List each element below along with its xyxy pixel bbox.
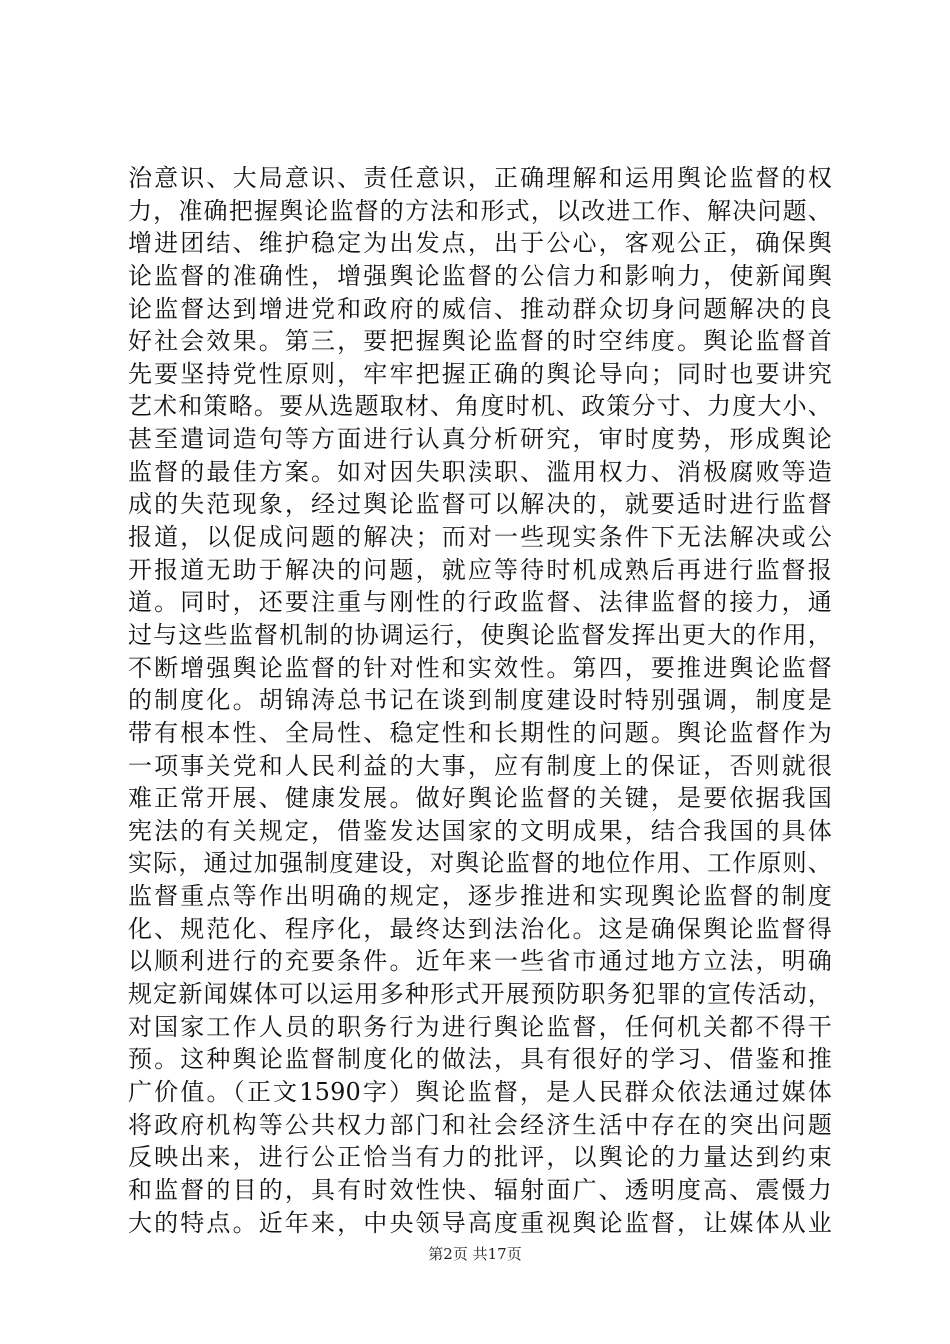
text-line: 将政府机构等公共权力部门和社会经济生活中存在的突出问题 (128, 1110, 832, 1139)
text-line: 好社会效果。第三，要把握舆论监督的时空纬度。舆论监督首 (128, 327, 832, 356)
text-line: 治意识、大局意识、责任意识，正确理解和运用舆论监督的权 (128, 164, 832, 192)
text-line: 道。同时，还要注重与刚性的行政监督、法律监督的接力，通 (128, 588, 832, 617)
text-line: 广价值。（正文1590字）舆论监督，是人民群众依法通过媒体 (128, 1077, 832, 1106)
text-line: 预。这种舆论监督制度化的做法，具有很好的学习、借鉴和推 (128, 1045, 832, 1074)
text-line: 论监督达到增进党和政府的威信、推动群众切身问题解决的良 (128, 294, 832, 323)
text-line: 大的特点。近年来，中央领导高度重视舆论监督，让媒体从业 (128, 1208, 832, 1237)
text-line: 规定新闻媒体可以运用多种形式开展预防职务犯罪的宣传活动， (128, 980, 832, 1009)
text-line: 艺术和策略。要从选题取材、角度时机、政策分寸、力度大小、 (128, 392, 832, 421)
text-line: 一项事关党和人民利益的大事，应有制度上的保证，否则就很 (128, 751, 832, 780)
text-line: 的制度化。胡锦涛总书记在谈到制度建设时特别强调，制度是 (128, 686, 832, 715)
text-line: 监督重点等作出明确的规定，逐步推进和实现舆论监督的制度 (128, 882, 832, 911)
text-line: 甚至遣词造句等方面进行认真分析研究，审时度势，形成舆论 (128, 425, 832, 454)
text-line: 不断增强舆论监督的针对性和实效性。第四，要推进舆论监督 (128, 653, 832, 682)
text-line: 开报道无助于解决的问题，就应等待时机成熟后再进行监督报 (128, 555, 832, 584)
text-line: 和监督的目的，具有时效性快、辐射面广、透明度高、震慑力 (128, 1175, 832, 1204)
text-line: 带有根本性、全局性、稳定性和长期性的问题。舆论监督作为 (128, 718, 832, 747)
text-line: 监督的最佳方案。如对因失职渎职、滥用权力、消极腐败等造 (128, 457, 832, 486)
text-line: 难正常开展、健康发展。做好舆论监督的关键，是要依据我国 (128, 784, 832, 813)
text-line: 实际，通过加强制度建设，对舆论监督的地位作用、工作原则、 (128, 849, 832, 878)
text-line: 先要坚持党性原则，牢牢把握正确的舆论导向；同时也要讲究 (128, 359, 832, 388)
body-text (128, 162, 832, 1239)
text-line: 增进团结、维护稳定为出发点，出于公心，客观公正，确保舆 (128, 229, 832, 258)
text-line: 化、规范化、程序化，最终达到法治化。这是确保舆论监督得 (128, 914, 832, 943)
text-line: 宪法的有关规定，借鉴发达国家的文明成果，结合我国的具体 (128, 816, 832, 845)
text-line: 成的失范现象，经过舆论监督可以解决的，就要适时进行监督 (128, 490, 832, 519)
text-line: 力，准确把握舆论监督的方法和形式，以改进工作、解决问题、 (128, 196, 832, 225)
text-line: 报道，以促成问题的解决；而对一些现实条件下无法解决或公 (128, 523, 832, 552)
text-line: 论监督的准确性，增强舆论监督的公信力和影响力，使新闻舆 (128, 261, 832, 290)
text-line: 对国家工作人员的职务行为进行舆论监督，任何机关都不得干 (128, 1012, 832, 1041)
text-line: 以顺利进行的充要条件。近年来一些省市通过地方立法，明确 (128, 947, 832, 976)
text-line: 过与这些监督机制的协调运行，使舆论监督发挥出更大的作用， (128, 620, 832, 649)
page-footer: 第2页 共17页 (428, 1245, 522, 1263)
text-line: 反映出来，进行公正恰当有力的批评，以舆论的力量达到约束 (128, 1143, 832, 1172)
